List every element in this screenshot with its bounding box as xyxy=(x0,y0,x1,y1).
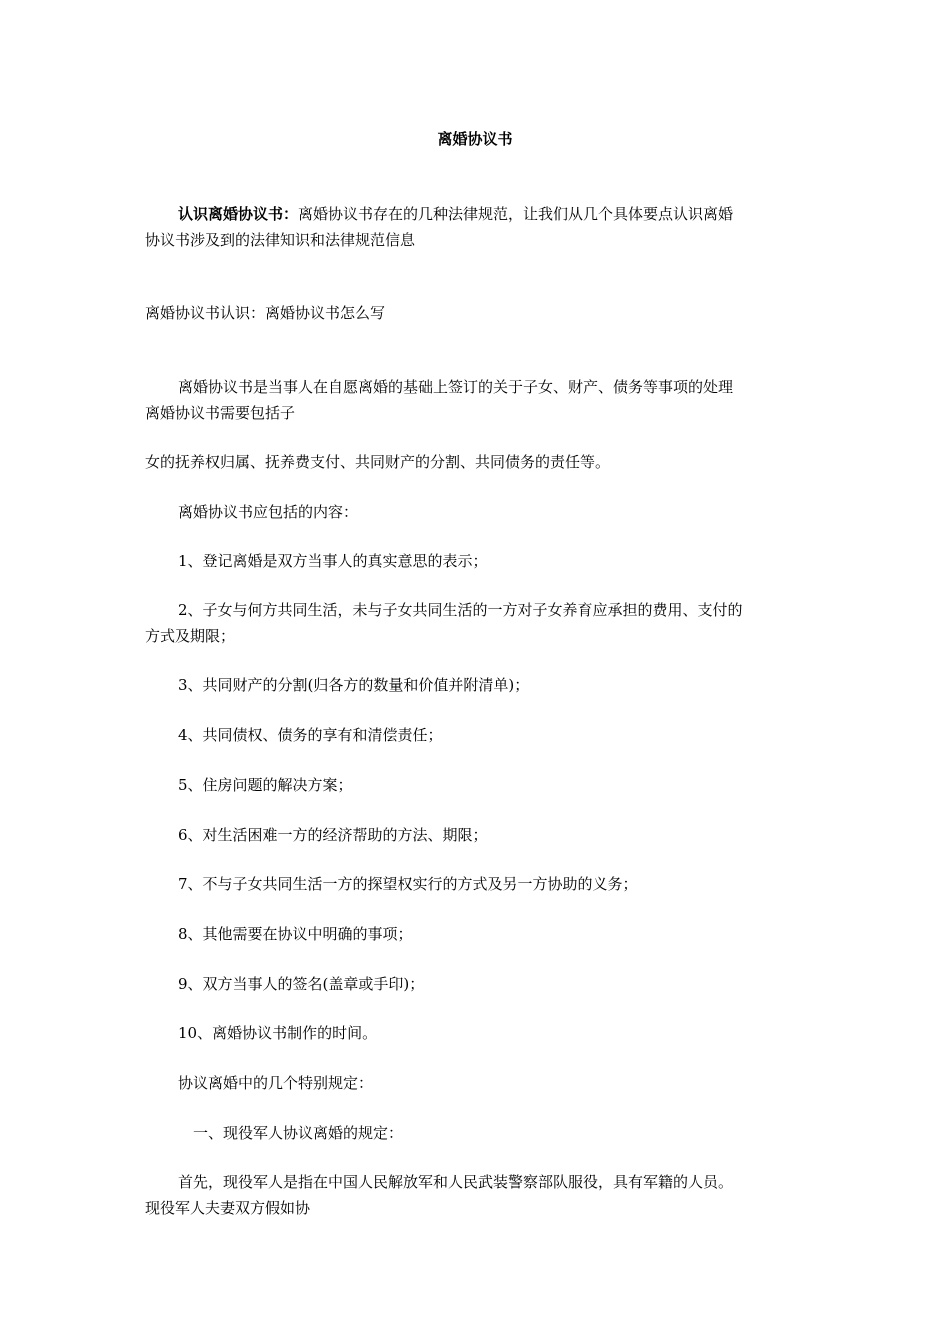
special-rules-heading: 协议离婚中的几个特别规定： xyxy=(178,1074,374,1092)
list-item-5: 5、住房问题的解决方案； xyxy=(178,776,353,794)
list-item-3: 3、共同财产的分割(归各方的数量和价值并附清单)； xyxy=(178,676,530,694)
military-line2: 现役军人夫妻双方假如协 xyxy=(145,1199,311,1217)
definition-paragraph xyxy=(145,374,810,426)
document-title: 离婚协议书 xyxy=(437,130,513,148)
list-item-8: 8、其他需要在协议中明确的事项； xyxy=(178,925,413,943)
definition-continuation: 女的抚养权归属、抚养费支付、共同财产的分割、共同债务的责任等。 xyxy=(145,453,611,471)
military-paragraph xyxy=(145,1169,810,1221)
list-item-7: 7、不与子女共同生活一方的探望权实行的方式及另一方协助的义务； xyxy=(178,875,638,893)
intro-line2: 协议书涉及到的法律知识和法律规范信息 xyxy=(145,231,416,249)
list-item-6: 6、对生活困难一方的经济帮助的方法、期限； xyxy=(178,826,488,844)
military-line1: 首先，现役军人是指在中国人民解放军和人民武装警察部队服役，具有军籍的人员。 xyxy=(178,1173,734,1191)
military-heading: 一、现役军人协议离婚的规定： xyxy=(193,1124,404,1142)
contents-heading: 离婚协议书应包括的内容： xyxy=(178,503,359,521)
intro-paragraph xyxy=(145,201,810,253)
list-item-2-line2: 方式及期限； xyxy=(145,627,236,645)
subtitle: 离婚协议书认识：离婚协议书怎么写 xyxy=(145,304,386,322)
list-item-10: 10、离婚协议书制作的时间。 xyxy=(178,1024,378,1042)
intro-line1: 离婚协议书存在的几种法律规范，让我们从几个具体要点认识离婚 xyxy=(298,205,734,223)
list-item-9: 9、双方当事人的签名(盖章或手印)； xyxy=(178,975,425,993)
definition-line2: 离婚协议书需要包括子 xyxy=(145,404,296,422)
definition-line1: 离婚协议书是当事人在自愿离婚的基础上签订的关于子女、财产、债务等事项的处理 xyxy=(178,378,734,396)
list-item-1: 1、登记离婚是双方当事人的真实意思的表示； xyxy=(178,552,488,570)
list-item-2 xyxy=(145,597,810,649)
list-item-2-line1: 2、子女与何方共同生活，未与子女共同生活的一方对子女养育应承担的费用、支付的 xyxy=(178,601,743,619)
list-item-4: 4、共同债权、债务的享有和清偿责任； xyxy=(178,726,443,744)
intro-bold-lead: 认识离婚协议书： xyxy=(178,205,299,223)
